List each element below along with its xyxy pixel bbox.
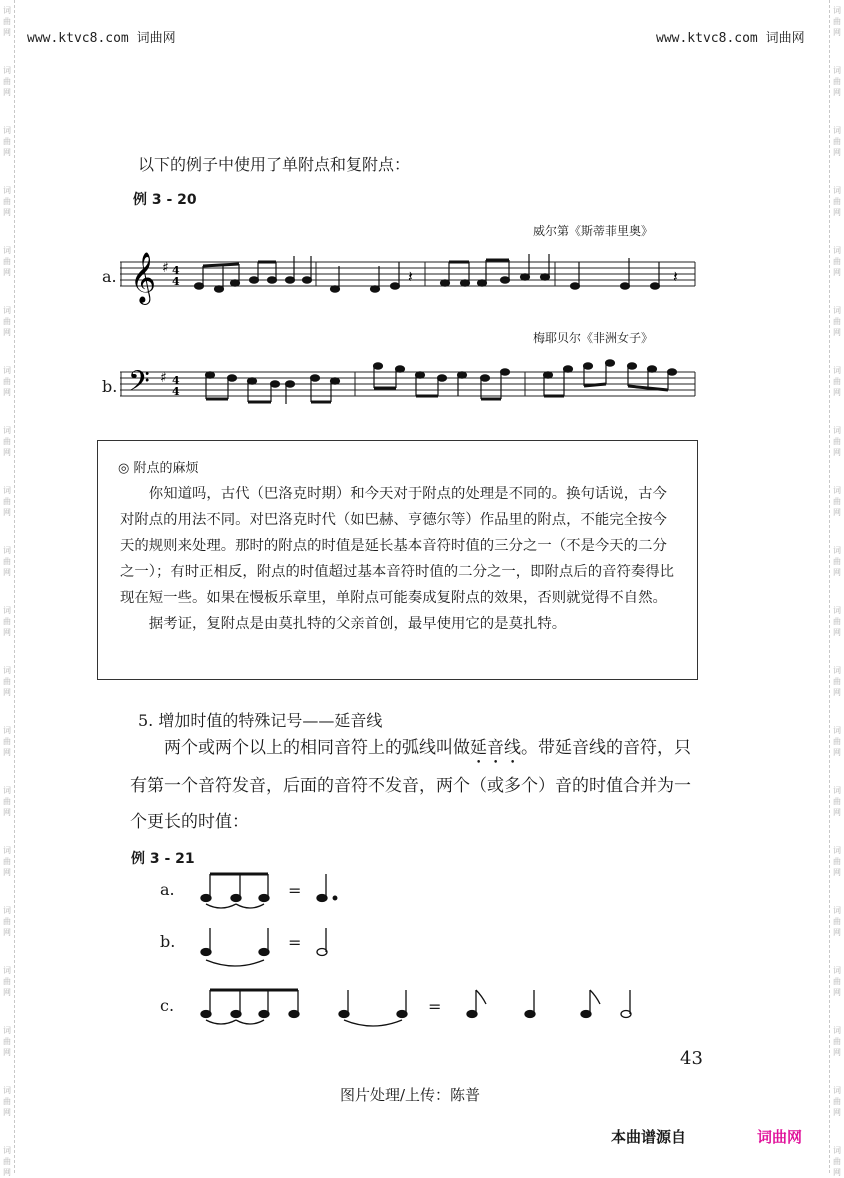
watermark-char: 词 [833,126,841,135]
watermark-char: 曲 [3,1157,11,1166]
staff-a-notation [120,244,700,308]
watermark-char: 网 [833,688,841,697]
watermark-char: 网 [3,328,11,337]
watermark-char: 网 [3,868,11,877]
watermark-char: 词 [3,126,11,135]
watermark-char: 曲 [833,137,841,146]
watermark-char: 曲 [3,677,11,686]
tie-row-a-label: a. [160,880,175,899]
footer-credit: 图片处理/上传：陈普 [340,1086,481,1104]
watermark-char: 曲 [3,317,11,326]
watermark-char: 词 [833,726,841,735]
watermark-char: 曲 [3,377,11,386]
watermark-char: 网 [833,508,841,517]
watermark-char: 词 [833,426,841,435]
attribution-a: 威尔第《斯蒂菲里奥》 [533,224,654,238]
watermark-char: 词 [833,906,841,915]
page-number: 43 [680,1048,703,1069]
watermark-char: 网 [833,868,841,877]
watermark-char: 网 [833,628,841,637]
staff-b-label: b. [102,377,118,396]
example-3-20-label: 例 3 - 20 [133,192,197,208]
watermark-char: 词 [3,966,11,975]
watermark-char: 曲 [833,1037,841,1046]
watermark-char: 曲 [3,797,11,806]
tie-row-c-label: c. [160,996,175,1015]
watermark-char: 曲 [833,197,841,206]
watermark-char: 网 [3,148,11,157]
header-site-left: www.ktvc8.com 词曲网 [27,31,176,46]
watermark-char: 词 [833,486,841,495]
watermark-char: 词 [3,66,11,75]
watermark-char: 曲 [3,737,11,746]
watermark-char: 词 [3,1026,11,1035]
source-brand-link[interactable]: 词曲网 [757,1128,803,1146]
watermark-char: 曲 [3,557,11,566]
watermark-char: 网 [3,748,11,757]
watermark-char: 词 [3,426,11,435]
watermark-char: 网 [3,508,11,517]
watermark-char: 词 [833,606,841,615]
watermark-char: 词 [3,486,11,495]
watermark-char: 词 [833,786,841,795]
sidebar-paragraph: 据考证，复附点是由莫扎特的父亲首创，最早使用它的是莫扎特。 [148,616,567,632]
watermark-char: 曲 [3,437,11,446]
watermark-char: 曲 [833,317,841,326]
watermark-char: 词 [833,1086,841,1095]
watermark-char: 词 [833,6,841,15]
watermark-char: 网 [3,1108,11,1117]
watermark-char: 曲 [833,1157,841,1166]
watermark-char: 曲 [833,77,841,86]
watermark-char: 网 [833,388,841,397]
watermark-char: 词 [833,546,841,555]
watermark-char: 词 [3,546,11,555]
watermark-char: 词 [833,846,841,855]
section-5-heading: 5. 增加时值的特殊记号——延音线 [138,711,383,730]
watermark-char: 网 [833,748,841,757]
watermark-char: 网 [3,688,11,697]
watermark-char: 词 [3,786,11,795]
watermark-char: 网 [3,268,11,277]
attribution-b: 梅耶贝尔《非洲女子》 [533,331,654,345]
watermark-char: 词 [833,186,841,195]
watermark-char: 曲 [3,1097,11,1106]
watermark-char: 网 [3,808,11,817]
watermark-char: 曲 [833,797,841,806]
watermark-char: 词 [3,246,11,255]
svg-text:𝄽: 𝄽 [673,267,678,286]
watermark-char: 曲 [3,77,11,86]
sharp-icon: ♯ [162,260,169,276]
watermark-char: 曲 [833,257,841,266]
watermark-char: 曲 [833,617,841,626]
watermark-char: 网 [833,448,841,457]
watermark-char: 词 [3,906,11,915]
watermark-char: 词 [3,186,11,195]
example-3-21-label: 例 3 - 21 [131,851,195,867]
watermark-char: 词 [3,666,11,675]
watermark-char: 网 [833,328,841,337]
watermark-char: 网 [833,988,841,997]
watermark-char: 词 [833,306,841,315]
watermark-char: 网 [3,628,11,637]
watermark-char: 曲 [3,617,11,626]
sidebar-paragraph: 你知道吗，古代（巴洛克时期）和今天对于附点的处理是不同的。换句话说，古今对附点的用法不同。对巴洛克时代（如巴赫、亨德尔等）作品里的附点，不能完全按今天的规则来处理。那时的附点的时值是延长基本音符时值的三分之一（不是今天的二分之一）；有时正相反，附点的时值超过基本音符时值的二分之一，即附点后的音符奏得比现在短一些。如果在慢板乐章里，单附点可能奏成复附点的效果，否则就觉得不自然。 [120,486,675,606]
svg-text:4: 4 [172,264,180,277]
section-5-paragraph [130,730,700,840]
watermark-char: 网 [3,88,11,97]
watermark-char: 网 [3,208,11,217]
watermark-char: 词 [3,1146,11,1155]
watermark-char: 曲 [833,17,841,26]
watermark-char: 曲 [833,437,841,446]
watermark-char: 网 [833,1048,841,1057]
watermark-char: 词 [833,66,841,75]
watermark-char: 网 [3,28,11,37]
watermark-char: 词 [3,6,11,15]
watermark-char: 词 [833,246,841,255]
watermark-char: 曲 [3,1037,11,1046]
watermark-char: 词 [3,606,11,615]
watermark-char: 网 [3,1048,11,1057]
watermark-char: 词 [833,366,841,375]
watermark-char: 网 [833,1108,841,1117]
watermark-char: 曲 [833,857,841,866]
watermark-char: 曲 [3,197,11,206]
watermark-char: 曲 [3,17,11,26]
watermark-char: 词 [833,966,841,975]
watermark-char: 网 [833,28,841,37]
term-tie: 延音线 [470,738,521,758]
watermark-char: 网 [833,268,841,277]
watermark-char: 曲 [3,977,11,986]
svg-text:4: 4 [172,275,180,288]
watermark-char: 网 [3,388,11,397]
watermark-char: 词 [833,666,841,675]
bass-clef-icon: 𝄢 [128,365,150,405]
watermark-char: 曲 [833,677,841,686]
watermark-char: 曲 [833,1097,841,1106]
staff-b-notation [120,354,700,418]
watermark-char: 网 [3,1168,11,1177]
tie-row-b-label: b. [160,932,176,951]
watermark-char: 词 [833,1146,841,1155]
watermark-char: 曲 [3,257,11,266]
svg-text:4: 4 [172,385,180,398]
watermark-char: 词 [3,846,11,855]
staff-a-label: a. [102,267,117,286]
watermark-char: 网 [833,1168,841,1177]
watermark-char: 网 [833,88,841,97]
sharp-icon: ♯ [160,370,167,386]
treble-clef-icon: 𝄞 [130,252,157,303]
sidebar-box-dotted-notes [97,440,698,680]
watermark-char: 网 [3,568,11,577]
equals-sign-a: = [288,881,302,900]
watermark-char: 网 [833,208,841,217]
tie-examples-notation [190,870,650,1040]
header-site-right: www.ktvc8.com 词曲网 [656,31,805,46]
watermark-char: 曲 [833,917,841,926]
watermark-char: 曲 [3,857,11,866]
watermark-char: 词 [3,1086,11,1095]
watermark-char: 网 [833,808,841,817]
sidebar-box-body [120,481,680,637]
watermark-char: 曲 [3,137,11,146]
watermark-char: 曲 [833,737,841,746]
watermark-char: 网 [833,148,841,157]
svg-text:4: 4 [172,374,180,387]
left-watermark-strip [0,0,15,1177]
intro-text: 以下的例子中使用了单附点和复附点： [138,155,411,174]
watermark-char: 网 [833,568,841,577]
watermark-char: 词 [3,726,11,735]
watermark-char: 曲 [833,977,841,986]
paragraph-after-term: 。带延音线的音符，只有第一个音符发音，后面的音符不发音，两个（或多个）音的时值合并为一个更长的时值： [130,738,691,832]
watermark-char: 曲 [833,497,841,506]
watermark-char: 词 [3,306,11,315]
watermark-char: 网 [3,928,11,937]
watermark-char: 网 [3,988,11,997]
watermark-char: 网 [3,448,11,457]
watermark-char: 词 [833,1026,841,1035]
svg-text:𝄽: 𝄽 [408,267,413,286]
equals-sign-c: = [428,997,442,1016]
source-text: 本曲谱源自 [611,1128,687,1146]
watermark-char: 词 [3,366,11,375]
watermark-char: 曲 [833,377,841,386]
equals-sign-b: = [288,933,302,952]
sidebar-box-title: ◎ 附点的麻烦 [118,461,199,476]
watermark-char: 曲 [3,497,11,506]
watermark-char: 网 [833,928,841,937]
paragraph-before-term: 两个或两个以上的相同音符上的弧线叫做 [164,738,470,758]
watermark-char: 曲 [833,557,841,566]
right-watermark-strip [829,0,844,1177]
watermark-char: 曲 [3,917,11,926]
